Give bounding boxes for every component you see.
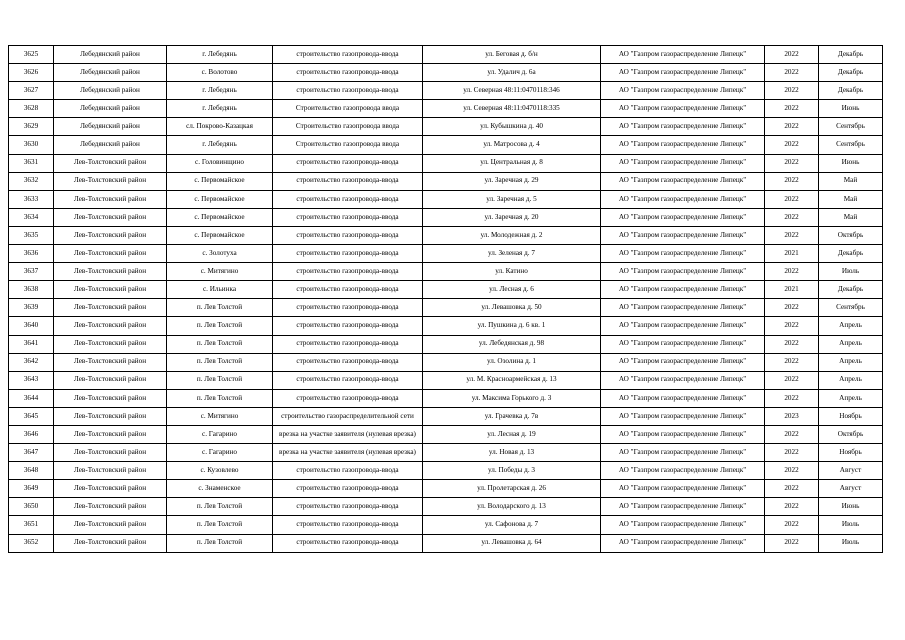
work-type-cell: строительство газопровода-ввода — [273, 172, 423, 190]
row-number-cell: 3652 — [9, 534, 54, 552]
table-row — [9, 154, 883, 172]
work-type-cell: строительство газопровода-ввода — [273, 245, 423, 263]
district-cell: Лев-Толстовский район — [54, 172, 167, 190]
table-row — [9, 226, 883, 244]
work-type-cell: Строительство газопровода ввода — [273, 136, 423, 154]
work-type-cell: строительство газопровода-ввода — [273, 317, 423, 335]
year-cell: 2022 — [765, 462, 819, 480]
organization-cell: АО "Газпром газораспределение Липецк" — [601, 317, 765, 335]
settlement-cell: с. Гагарино — [167, 444, 273, 462]
month-cell: Ноябрь — [819, 407, 883, 425]
work-type-cell: строительство газораспределительной сети — [273, 407, 423, 425]
settlement-cell: п. Лев Толстой — [167, 516, 273, 534]
settlement-cell: с. Митягино — [167, 263, 273, 281]
row-number-cell: 3644 — [9, 389, 54, 407]
settlement-cell: с. Первомайское — [167, 172, 273, 190]
table-row — [9, 118, 883, 136]
work-type-cell: строительство газопровода-ввода — [273, 353, 423, 371]
district-cell: Лев-Толстовский район — [54, 154, 167, 172]
row-number-cell: 3640 — [9, 317, 54, 335]
table-row — [9, 100, 883, 118]
organization-cell: АО "Газпром газораспределение Липецк" — [601, 154, 765, 172]
work-type-cell: строительство газопровода-ввода — [273, 389, 423, 407]
month-cell: Июль — [819, 263, 883, 281]
month-cell: Июнь — [819, 154, 883, 172]
month-cell: Декабрь — [819, 46, 883, 64]
organization-cell: АО "Газпром газораспределение Липецк" — [601, 100, 765, 118]
district-cell: Лебедянский район — [54, 82, 167, 100]
settlement-cell: с. Ильинка — [167, 281, 273, 299]
year-cell: 2022 — [765, 118, 819, 136]
month-cell: Октябрь — [819, 226, 883, 244]
row-number-cell: 3650 — [9, 498, 54, 516]
month-cell: Октябрь — [819, 425, 883, 443]
address-cell: ул. Пушкина д. 6 кв. 1 — [423, 317, 601, 335]
address-cell: ул. Левашовка д. 64 — [423, 534, 601, 552]
year-cell: 2022 — [765, 64, 819, 82]
settlement-cell: п. Лев Толстой — [167, 498, 273, 516]
work-type-cell: врезка на участке заявителя (нулевая врезка) — [273, 444, 423, 462]
address-cell: ул. Заречная д. 20 — [423, 208, 601, 226]
year-cell: 2022 — [765, 425, 819, 443]
settlement-cell: с. Золотуха — [167, 245, 273, 263]
year-cell: 2022 — [765, 136, 819, 154]
settlement-cell: п. Лев Толстой — [167, 534, 273, 552]
month-cell: Сентябрь — [819, 136, 883, 154]
district-cell: Лев-Толстовский район — [54, 208, 167, 226]
district-cell: Лев-Толстовский район — [54, 407, 167, 425]
work-type-cell: строительство газопровода-ввода — [273, 82, 423, 100]
gasification-register-table — [8, 45, 883, 553]
year-cell: 2022 — [765, 498, 819, 516]
district-cell: Лебедянский район — [54, 136, 167, 154]
settlement-cell: п. Лев Толстой — [167, 389, 273, 407]
year-cell: 2022 — [765, 444, 819, 462]
work-type-cell: строительство газопровода-ввода — [273, 281, 423, 299]
month-cell: Май — [819, 172, 883, 190]
address-cell: ул. Володарского д. 13 — [423, 498, 601, 516]
organization-cell: АО "Газпром газораспределение Липецк" — [601, 118, 765, 136]
table-row — [9, 462, 883, 480]
address-cell: ул. Новая д. 13 — [423, 444, 601, 462]
organization-cell: АО "Газпром газораспределение Липецк" — [601, 425, 765, 443]
month-cell: Июль — [819, 516, 883, 534]
table-body — [9, 46, 883, 553]
year-cell: 2022 — [765, 226, 819, 244]
work-type-cell: Строительство газопровода ввода — [273, 118, 423, 136]
settlement-cell: г. Лебедянь — [167, 82, 273, 100]
month-cell: Август — [819, 480, 883, 498]
settlement-cell: с. Головинщино — [167, 154, 273, 172]
table-row — [9, 317, 883, 335]
row-number-cell: 3641 — [9, 335, 54, 353]
organization-cell: АО "Газпром газораспределение Липецк" — [601, 353, 765, 371]
row-number-cell: 3630 — [9, 136, 54, 154]
settlement-cell: сл. Покрово-Казацкая — [167, 118, 273, 136]
row-number-cell: 3625 — [9, 46, 54, 64]
table-row — [9, 208, 883, 226]
district-cell: Лев-Толстовский район — [54, 190, 167, 208]
year-cell: 2022 — [765, 516, 819, 534]
table-row — [9, 82, 883, 100]
row-number-cell: 3647 — [9, 444, 54, 462]
table-row — [9, 534, 883, 552]
year-cell: 2022 — [765, 263, 819, 281]
organization-cell: АО "Газпром газораспределение Липецк" — [601, 371, 765, 389]
month-cell: Ноябрь — [819, 444, 883, 462]
work-type-cell: строительство газопровода-ввода — [273, 190, 423, 208]
table-row — [9, 444, 883, 462]
row-number-cell: 3628 — [9, 100, 54, 118]
row-number-cell: 3633 — [9, 190, 54, 208]
district-cell: Лебедянский район — [54, 46, 167, 64]
work-type-cell: строительство газопровода-ввода — [273, 46, 423, 64]
month-cell: Апрель — [819, 317, 883, 335]
table-row — [9, 64, 883, 82]
work-type-cell: строительство газопровода-ввода — [273, 335, 423, 353]
month-cell: Май — [819, 190, 883, 208]
organization-cell: АО "Газпром газораспределение Липецк" — [601, 208, 765, 226]
table-row — [9, 136, 883, 154]
row-number-cell: 3649 — [9, 480, 54, 498]
organization-cell: АО "Газпром газораспределение Липецк" — [601, 281, 765, 299]
work-type-cell: строительство газопровода-ввода — [273, 371, 423, 389]
settlement-cell: п. Лев Толстой — [167, 371, 273, 389]
organization-cell: АО "Газпром газораспределение Липецк" — [601, 498, 765, 516]
year-cell: 2022 — [765, 335, 819, 353]
address-cell: ул. Лесная д. 19 — [423, 425, 601, 443]
organization-cell: АО "Газпром газораспределение Липецк" — [601, 480, 765, 498]
settlement-cell: п. Лев Толстой — [167, 335, 273, 353]
settlement-cell: с. Первомайское — [167, 190, 273, 208]
month-cell: Декабрь — [819, 281, 883, 299]
row-number-cell: 3643 — [9, 371, 54, 389]
district-cell: Лев-Толстовский район — [54, 534, 167, 552]
month-cell: Июнь — [819, 498, 883, 516]
work-type-cell: строительство газопровода-ввода — [273, 299, 423, 317]
row-number-cell: 3648 — [9, 462, 54, 480]
address-cell: ул. Заречная д. 29 — [423, 172, 601, 190]
organization-cell: АО "Газпром газораспределение Липецк" — [601, 172, 765, 190]
organization-cell: АО "Газпром газораспределение Липецк" — [601, 335, 765, 353]
table-row — [9, 498, 883, 516]
work-type-cell: строительство газопровода-ввода — [273, 64, 423, 82]
table-row — [9, 172, 883, 190]
district-cell: Лев-Толстовский район — [54, 281, 167, 299]
year-cell: 2022 — [765, 190, 819, 208]
district-cell: Лев-Толстовский район — [54, 335, 167, 353]
address-cell: ул. Грачевка д. 7в — [423, 407, 601, 425]
work-type-cell: строительство газопровода-ввода — [273, 154, 423, 172]
address-cell: ул. Лебедянская д. 98 — [423, 335, 601, 353]
district-cell: Лев-Толстовский район — [54, 353, 167, 371]
address-cell: ул. Озолина д. 1 — [423, 353, 601, 371]
district-cell: Лев-Толстовский район — [54, 245, 167, 263]
row-number-cell: 3635 — [9, 226, 54, 244]
settlement-cell: п. Лев Толстой — [167, 317, 273, 335]
organization-cell: АО "Газпром газораспределение Липецк" — [601, 407, 765, 425]
row-number-cell: 3632 — [9, 172, 54, 190]
address-cell: ул. Кубышкина д. 40 — [423, 118, 601, 136]
district-cell: Лев-Толстовский район — [54, 226, 167, 244]
year-cell: 2022 — [765, 480, 819, 498]
address-cell: ул. Пролетарская д. 26 — [423, 480, 601, 498]
settlement-cell: с. Гагарино — [167, 425, 273, 443]
month-cell: Декабрь — [819, 245, 883, 263]
work-type-cell: строительство газопровода-ввода — [273, 480, 423, 498]
district-cell: Лев-Толстовский район — [54, 444, 167, 462]
district-cell: Лев-Толстовский район — [54, 480, 167, 498]
month-cell: Апрель — [819, 389, 883, 407]
table-row — [9, 389, 883, 407]
year-cell: 2023 — [765, 407, 819, 425]
month-cell: Апрель — [819, 335, 883, 353]
month-cell: Сентябрь — [819, 299, 883, 317]
row-number-cell: 3627 — [9, 82, 54, 100]
settlement-cell: г. Лебедянь — [167, 46, 273, 64]
organization-cell: АО "Газпром газораспределение Липецк" — [601, 299, 765, 317]
address-cell: ул. Северная 48:11:0470118:335 — [423, 100, 601, 118]
organization-cell: АО "Газпром газораспределение Липецк" — [601, 389, 765, 407]
address-cell: ул. Лесная д. 6 — [423, 281, 601, 299]
table-row — [9, 353, 883, 371]
settlement-cell: с. Митягино — [167, 407, 273, 425]
address-cell: ул. Молодежная д. 2 — [423, 226, 601, 244]
district-cell: Лебедянский район — [54, 100, 167, 118]
address-cell: ул. Центральная д. 8 — [423, 154, 601, 172]
year-cell: 2022 — [765, 100, 819, 118]
district-cell: Лебедянский район — [54, 118, 167, 136]
row-number-cell: 3626 — [9, 64, 54, 82]
row-number-cell: 3639 — [9, 299, 54, 317]
organization-cell: АО "Газпром газораспределение Липецк" — [601, 263, 765, 281]
month-cell: Апрель — [819, 371, 883, 389]
table-row — [9, 335, 883, 353]
settlement-cell: п. Лев Толстой — [167, 299, 273, 317]
row-number-cell: 3638 — [9, 281, 54, 299]
address-cell: ул. Сафонова д. 7 — [423, 516, 601, 534]
table-row — [9, 480, 883, 498]
organization-cell: АО "Газпром газораспределение Липецк" — [601, 534, 765, 552]
work-type-cell: строительство газопровода-ввода — [273, 534, 423, 552]
organization-cell: АО "Газпром газораспределение Липецк" — [601, 46, 765, 64]
district-cell: Лев-Толстовский район — [54, 498, 167, 516]
district-cell: Лев-Толстовский район — [54, 317, 167, 335]
address-cell: ул. Беговая д. б/н — [423, 46, 601, 64]
work-type-cell: строительство газопровода-ввода — [273, 462, 423, 480]
work-type-cell: врезка на участке заявителя (нулевая врезка) — [273, 425, 423, 443]
year-cell: 2022 — [765, 317, 819, 335]
address-cell: ул. Катино — [423, 263, 601, 281]
row-number-cell: 3645 — [9, 407, 54, 425]
row-number-cell: 3651 — [9, 516, 54, 534]
table-row — [9, 245, 883, 263]
month-cell: Август — [819, 462, 883, 480]
table-row — [9, 371, 883, 389]
district-cell: Лев-Толстовский район — [54, 425, 167, 443]
month-cell: Июнь — [819, 100, 883, 118]
organization-cell: АО "Газпром газораспределение Липецк" — [601, 462, 765, 480]
table-row — [9, 407, 883, 425]
row-number-cell: 3637 — [9, 263, 54, 281]
table-row — [9, 516, 883, 534]
organization-cell: АО "Газпром газораспределение Липецк" — [601, 226, 765, 244]
row-number-cell: 3636 — [9, 245, 54, 263]
address-cell: ул. Максима Горького д. 3 — [423, 389, 601, 407]
row-number-cell: 3634 — [9, 208, 54, 226]
settlement-cell: г. Лебедянь — [167, 100, 273, 118]
organization-cell: АО "Газпром газораспределение Липецк" — [601, 82, 765, 100]
address-cell: ул. Матросова д. 4 — [423, 136, 601, 154]
settlement-cell: с. Волотово — [167, 64, 273, 82]
work-type-cell: строительство газопровода-ввода — [273, 263, 423, 281]
month-cell: Май — [819, 208, 883, 226]
organization-cell: АО "Газпром газораспределение Липецк" — [601, 516, 765, 534]
table-row — [9, 190, 883, 208]
row-number-cell: 3646 — [9, 425, 54, 443]
address-cell: ул. Левашовка д. 50 — [423, 299, 601, 317]
work-type-cell: строительство газопровода-ввода — [273, 226, 423, 244]
district-cell: Лев-Толстовский район — [54, 516, 167, 534]
row-number-cell: 3629 — [9, 118, 54, 136]
year-cell: 2022 — [765, 389, 819, 407]
table-row — [9, 281, 883, 299]
row-number-cell: 3642 — [9, 353, 54, 371]
organization-cell: АО "Газпром газораспределение Липецк" — [601, 190, 765, 208]
year-cell: 2022 — [765, 172, 819, 190]
year-cell: 2022 — [765, 299, 819, 317]
work-type-cell: строительство газопровода-ввода — [273, 208, 423, 226]
row-number-cell: 3631 — [9, 154, 54, 172]
address-cell: ул. Заречная д. 5 — [423, 190, 601, 208]
work-type-cell: Строительство газопровода ввода — [273, 100, 423, 118]
year-cell: 2021 — [765, 281, 819, 299]
settlement-cell: г. Лебедянь — [167, 136, 273, 154]
district-cell: Лев-Толстовский район — [54, 299, 167, 317]
settlement-cell: с. Первомайское — [167, 226, 273, 244]
district-cell: Лев-Толстовский район — [54, 462, 167, 480]
year-cell: 2021 — [765, 245, 819, 263]
year-cell: 2022 — [765, 46, 819, 64]
table-row — [9, 299, 883, 317]
table-row — [9, 425, 883, 443]
organization-cell: АО "Газпром газораспределение Липецк" — [601, 444, 765, 462]
district-cell: Лебедянский район — [54, 64, 167, 82]
organization-cell: АО "Газпром газораспределение Липецк" — [601, 136, 765, 154]
month-cell: Сентябрь — [819, 118, 883, 136]
address-cell: ул. Зеленая д. 7 — [423, 245, 601, 263]
year-cell: 2022 — [765, 534, 819, 552]
address-cell: ул. Победы д. 3 — [423, 462, 601, 480]
address-cell: ул. Северная 48:11:0470118:346 — [423, 82, 601, 100]
organization-cell: АО "Газпром газораспределение Липецк" — [601, 245, 765, 263]
work-type-cell: строительство газопровода-ввода — [273, 516, 423, 534]
district-cell: Лев-Толстовский район — [54, 371, 167, 389]
table-row — [9, 46, 883, 64]
work-type-cell: строительство газопровода-ввода — [273, 498, 423, 516]
address-cell: ул. М. Красноармейская д. 13 — [423, 371, 601, 389]
year-cell: 2022 — [765, 208, 819, 226]
settlement-cell: п. Лев Толстой — [167, 353, 273, 371]
year-cell: 2022 — [765, 82, 819, 100]
address-cell: ул. Удалич д. 6а — [423, 64, 601, 82]
month-cell: Апрель — [819, 353, 883, 371]
year-cell: 2022 — [765, 154, 819, 172]
settlement-cell: с. Кузовлево — [167, 462, 273, 480]
year-cell: 2022 — [765, 353, 819, 371]
settlement-cell: с. Первомайское — [167, 208, 273, 226]
district-cell: Лев-Толстовский район — [54, 263, 167, 281]
month-cell: Декабрь — [819, 82, 883, 100]
year-cell: 2022 — [765, 371, 819, 389]
settlement-cell: с. Знаменское — [167, 480, 273, 498]
month-cell: Июль — [819, 534, 883, 552]
organization-cell: АО "Газпром газораспределение Липецк" — [601, 64, 765, 82]
table-row — [9, 263, 883, 281]
district-cell: Лев-Толстовский район — [54, 389, 167, 407]
month-cell: Декабрь — [819, 64, 883, 82]
